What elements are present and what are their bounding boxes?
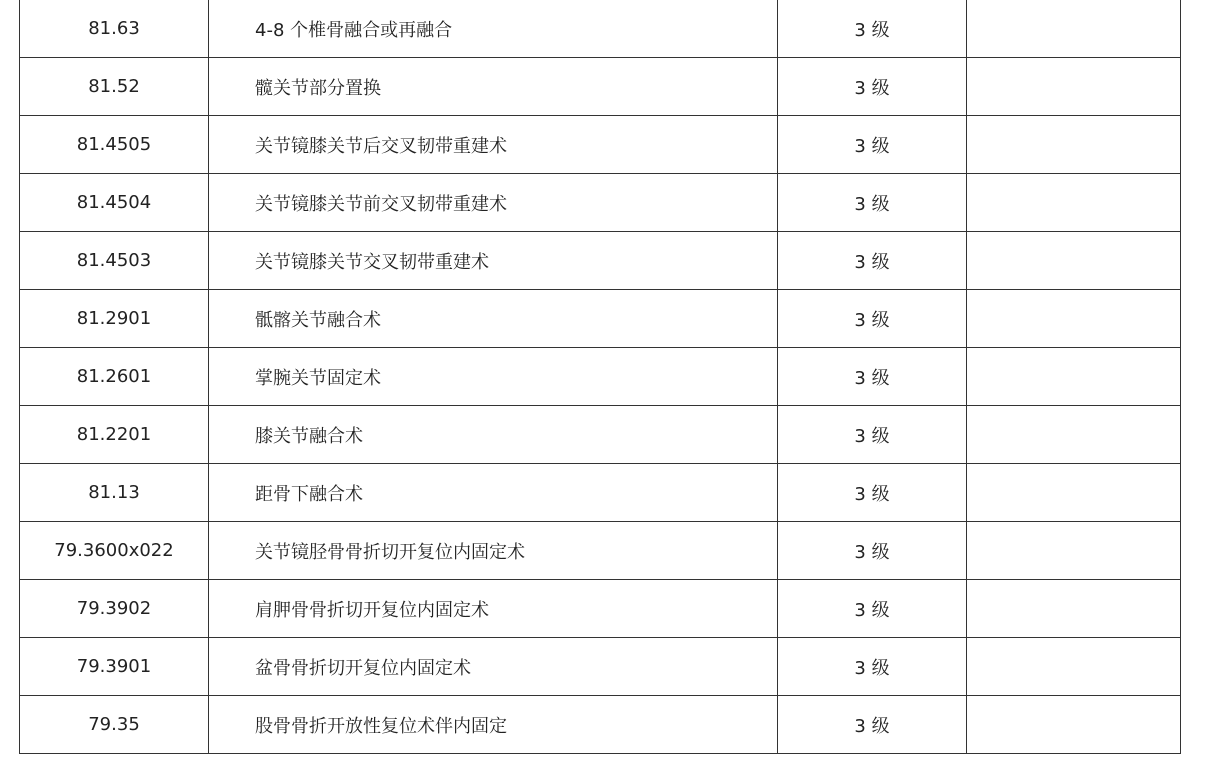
empty-cell	[967, 0, 1181, 58]
procedure-name-cell: 关节镜膝关节交叉韧带重建术	[209, 232, 778, 290]
surgery-table-container	[19, 0, 1180, 754]
procedure-code-cell: 79.35	[20, 696, 209, 754]
procedure-name-cell: 骶髂关节融合术	[209, 290, 778, 348]
empty-cell	[967, 58, 1181, 116]
table-row	[20, 522, 1181, 580]
empty-cell	[967, 638, 1181, 696]
procedure-name-cell: 盆骨骨折切开复位内固定术	[209, 638, 778, 696]
empty-cell	[967, 522, 1181, 580]
procedure-level-cell: 3 级	[778, 58, 967, 116]
table-row	[20, 580, 1181, 638]
empty-cell	[967, 406, 1181, 464]
procedure-name-cell: 关节镜膝关节后交叉韧带重建术	[209, 116, 778, 174]
surgery-level-table	[19, 0, 1181, 754]
procedure-code-cell: 81.4504	[20, 174, 209, 232]
procedure-level-cell: 3 级	[778, 580, 967, 638]
procedure-level-cell: 3 级	[778, 464, 967, 522]
empty-cell	[967, 290, 1181, 348]
empty-cell	[967, 348, 1181, 406]
procedure-code-cell: 81.2901	[20, 290, 209, 348]
procedure-name-cell: 髋关节部分置换	[209, 58, 778, 116]
empty-cell	[967, 174, 1181, 232]
table-row	[20, 116, 1181, 174]
procedure-level-cell: 3 级	[778, 0, 967, 58]
procedure-code-cell: 81.2601	[20, 348, 209, 406]
procedure-name-cell: 关节镜膝关节前交叉韧带重建术	[209, 174, 778, 232]
procedure-name-cell: 关节镜胫骨骨折切开复位内固定术	[209, 522, 778, 580]
table-row	[20, 232, 1181, 290]
table-row	[20, 174, 1181, 232]
procedure-code-cell: 79.3600x022	[20, 522, 209, 580]
procedure-level-cell: 3 级	[778, 348, 967, 406]
procedure-level-cell: 3 级	[778, 116, 967, 174]
procedure-level-cell: 3 级	[778, 696, 967, 754]
empty-cell	[967, 116, 1181, 174]
empty-cell	[967, 464, 1181, 522]
procedure-name-cell: 肩胛骨骨折切开复位内固定术	[209, 580, 778, 638]
table-row	[20, 58, 1181, 116]
procedure-code-cell: 81.63	[20, 0, 209, 58]
procedure-name-cell: 距骨下融合术	[209, 464, 778, 522]
table-row	[20, 464, 1181, 522]
procedure-name-cell: 掌腕关节固定术	[209, 348, 778, 406]
procedure-code-cell: 81.4503	[20, 232, 209, 290]
table-row	[20, 348, 1181, 406]
procedure-code-cell: 81.2201	[20, 406, 209, 464]
procedure-code-cell: 81.52	[20, 58, 209, 116]
procedure-name-cell: 4-8 个椎骨融合或再融合	[209, 0, 778, 58]
empty-cell	[967, 696, 1181, 754]
table-row	[20, 0, 1181, 58]
empty-cell	[967, 580, 1181, 638]
procedure-level-cell: 3 级	[778, 638, 967, 696]
procedure-name-cell: 股骨骨折开放性复位术伴内固定	[209, 696, 778, 754]
table-row	[20, 290, 1181, 348]
table-row	[20, 696, 1181, 754]
empty-cell	[967, 232, 1181, 290]
procedure-level-cell: 3 级	[778, 174, 967, 232]
table-row	[20, 638, 1181, 696]
procedure-name-cell: 膝关节融合术	[209, 406, 778, 464]
procedure-level-cell: 3 级	[778, 522, 967, 580]
procedure-code-cell: 79.3901	[20, 638, 209, 696]
procedure-code-cell: 81.13	[20, 464, 209, 522]
procedure-code-cell: 81.4505	[20, 116, 209, 174]
procedure-level-cell: 3 级	[778, 406, 967, 464]
procedure-level-cell: 3 级	[778, 290, 967, 348]
procedure-level-cell: 3 级	[778, 232, 967, 290]
table-row	[20, 406, 1181, 464]
procedure-code-cell: 79.3902	[20, 580, 209, 638]
